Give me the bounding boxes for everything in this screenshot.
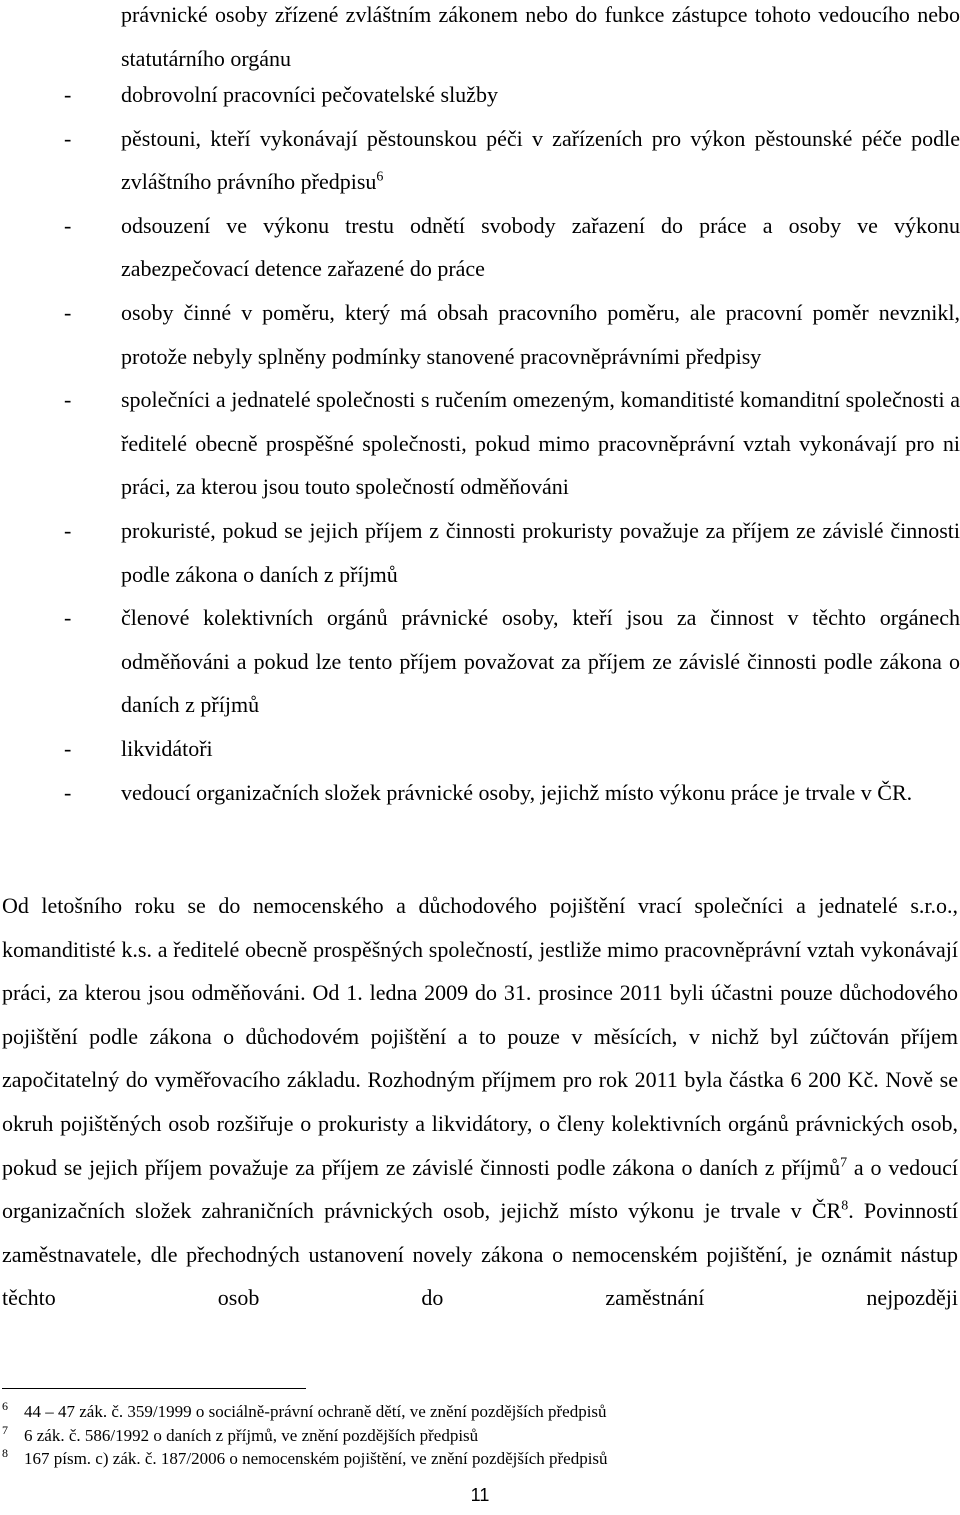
- footnotes: [2, 1400, 608, 1471]
- list-dash: -: [64, 299, 72, 325]
- footnote-separator: [2, 1388, 306, 1389]
- list-item: [0, 378, 960, 509]
- footnote: 6 44 – 47 zák. č. 359/1999 o sociálně-právní ochraně dětí, ve znění pozdějších předpisů: [2, 1399, 607, 1421]
- list-item-text: dobrovolní pracovníci pečovatelské služby: [121, 82, 498, 107]
- footnote-reference: 8: [841, 1198, 849, 1214]
- list-item-text: společníci a jednatelé společnosti s ručením omezeným, komanditisté komanditní společnosti a ředitelé obecně prospěšné společnosti, pokud mimo pracovněprávní vztah vykonávají pro ni práci, za kterou jsou touto společností odměňováni: [121, 387, 960, 500]
- list-item-body: pěstouni, kteří vykonávají pěstounskou péči v zařízeních pro výkon pěstounské péče podle zvláštního právního předpisu: [121, 125, 960, 195]
- page-number: 11: [470, 1485, 490, 1505]
- footnote-text: 167 písm. c) zák. č. 187/2006 o nemocenském pojištění, ve znění pozdějších předpisů: [24, 1449, 608, 1468]
- list-item: [0, 596, 960, 727]
- list-item-text: osoby činné v poměru, který má obsah pracovního poměru, ale pracovní poměr nevznikl, protože nebyly splněny podmínky stanovené pracovněprávními předpisy: [121, 299, 960, 369]
- footnote-text: 44 – 47 zák. č. 359/1999 o sociálně-právní ochraně dětí, ve znění pozdějších předpisů: [24, 1402, 607, 1421]
- footnote-reference: 7: [840, 1155, 848, 1171]
- footnote-reference: 6: [376, 169, 384, 185]
- list-item: [0, 73, 960, 117]
- list-item-text: prokuristé, pokud se jejich příjem z činnosti prokuristy považuje za příjem ze závislé činnosti podle zákona o daních z příjmů: [121, 517, 960, 587]
- paragraph-text: Od letošního roku se do nemocenského a důchodového pojištění vrací společníci a jednatelé s.r.o., komanditisté k.s. a ředitelé obecně prospěšných společností, jestliže mimo pracovněprávní vztah vykonávají práci, za kterou jsou odměňováni. Od 1. ledna 2009 do 31. prosince 2011 byli účastni pouze důchodového pojištění podle zákona o důchodovém pojištění a to pouze v měsících, v nichž byl zúčtován příjem započitatelný do vyměřovacího základu. Rozhodným příjmem pro rok 2011 byla částka 6 200 Kč. Nově se okruh pojištěných osob rozšiřuje o prokuristy a likvidátory, o členy kolektivních orgánů právnických osob, pokud se jejich příjem považuje za příjem ze závislé činnosti podle zákona o daních z příjmů: [2, 893, 958, 1180]
- body-paragraph: [2, 884, 958, 1320]
- paragraph-text: . Povinností zaměstnavatele, dle přechodných ustanovení novely zákona o nemocenském pojištění, je oznámit nástup těchto osob do zaměstnání nejpozději: [2, 1198, 959, 1311]
- list-item: [0, 204, 960, 291]
- list-item: [0, 291, 960, 378]
- list-dash: -: [64, 779, 72, 805]
- list-dash: -: [64, 212, 72, 238]
- list-item: [0, 117, 960, 204]
- list-item-text: členové kolektivních orgánů právnické osoby, kteří jsou za činnost v těchto orgánech odměňováni a pokud lze tento příjem považovat za příjem ze závislé činnosti podle zákona o daních z příjmů: [121, 605, 960, 718]
- list-dash: -: [64, 125, 72, 151]
- list-dash: -: [64, 82, 72, 107]
- list-item-text: [121, 117, 960, 204]
- list-item: [0, 771, 960, 815]
- list-item: [0, 509, 960, 596]
- footnote-text: 6 zák. č. 586/1992 o daních z příjmů, ve znění pozdějších předpisů: [24, 1425, 479, 1445]
- list-dash: -: [64, 517, 72, 543]
- list-dash: -: [64, 605, 72, 631]
- list-dash: -: [64, 387, 72, 413]
- paragraph-text: a o vedoucí organizačních složek zahraničních právnických osob, jejichž místo výkonu je trvale v ČR: [2, 1154, 959, 1224]
- footnote: 7 6 zák. č. 586/1992 o daních z příjmů, ve znění pozdějších předpisů: [2, 1422, 479, 1445]
- list-item-continuation: právnické osoby zřízené zvláštním zákonem nebo do funkce zástupce tohoto vedoucího nebo statutárního orgánu: [121, 2, 960, 71]
- list-dash: -: [64, 735, 72, 761]
- footnote: 8 167 písm. c) zák. č. 187/2006 o nemocenském pojištění, ve znění pozdějších předpisů: [2, 1446, 608, 1468]
- list-item-text: vedoucí organizačních složek právnické osoby, jejichž místo výkonu práce je trvale v ČR.: [121, 779, 913, 805]
- list-item-text: odsouzení ve výkonu trestu odnětí svobody zařazení do práce a osoby ve výkonu zabezpečovací detence zařazené do práce: [121, 212, 960, 282]
- eligible-persons-list: [0, 73, 960, 814]
- list-item: [0, 727, 960, 771]
- list-item-text: likvidátoři: [121, 735, 213, 761]
